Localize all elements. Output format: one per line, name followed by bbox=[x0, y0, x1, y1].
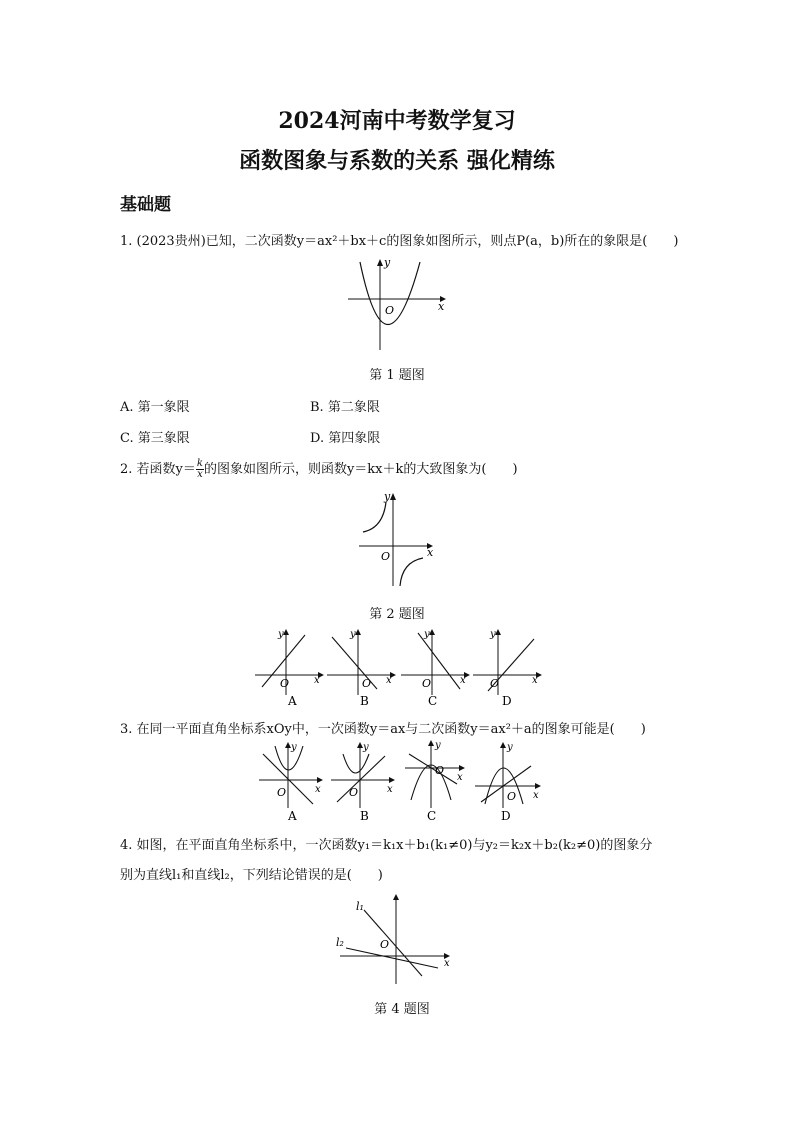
question-4-line-1: 4. 如图，在平面直角坐标系中，一次函数y₁＝k₁x＋b₁(k₁≠0)与y₂＝k₂x＋b₂(k₂≠0)的图象分 bbox=[120, 838, 653, 853]
choice-c-label: C bbox=[428, 694, 438, 708]
svg-text:x: x bbox=[460, 675, 466, 686]
svg-text:O: O bbox=[280, 677, 290, 690]
svg-text:y: y bbox=[278, 629, 284, 640]
svg-text:O: O bbox=[422, 677, 432, 690]
svg-text:x: x bbox=[315, 784, 321, 795]
line-l2 bbox=[346, 948, 438, 968]
question-1-text: 1. (2023贵州)已知，二次函数y＝ax²＋bx＋c的图象如图所示，则点P(a，b)所在的象限是( ) bbox=[120, 234, 679, 249]
question-4-caption: 第 4 题图 bbox=[374, 1002, 430, 1017]
option-a[interactable]: A. 第一象限 bbox=[120, 400, 190, 415]
option-b[interactable]: B. 第二象限 bbox=[310, 400, 380, 415]
svg-text:x: x bbox=[386, 675, 392, 686]
q3-choice-c-label: C bbox=[427, 809, 437, 823]
svg-text:O: O bbox=[490, 677, 500, 690]
question-2-caption: 第 2 题图 bbox=[369, 607, 425, 622]
l2-label: l₂ bbox=[336, 936, 344, 949]
choice-b-graph bbox=[327, 629, 396, 708]
svg-text:x: x bbox=[314, 675, 320, 686]
svg-text:y: y bbox=[363, 742, 369, 753]
origin-label: O bbox=[381, 550, 391, 563]
fraction-k-over-x: $\frac{k}{x}$ bbox=[196, 458, 203, 480]
choice-a-graph bbox=[255, 629, 324, 708]
y-axis-arrow bbox=[377, 259, 383, 266]
svg-text:O: O bbox=[277, 786, 287, 799]
l1-label: l₁ bbox=[356, 900, 364, 913]
svg-text:O: O bbox=[349, 786, 359, 799]
question-2-suffix: 的图象如图所示，则函数y＝kx＋k的大致图象为( ) bbox=[203, 462, 518, 477]
line-l1 bbox=[364, 910, 422, 976]
q3-choice-d-label: D bbox=[501, 809, 511, 823]
choice-d-label: D bbox=[502, 694, 512, 708]
choice-c-graph bbox=[405, 740, 465, 823]
option-c[interactable]: C. 第三象限 bbox=[120, 431, 190, 446]
option-d[interactable]: D. 第四象限 bbox=[310, 431, 381, 446]
page-subtitle: 函数图象与系数的关系 强化精练 bbox=[239, 148, 555, 174]
question-4-line-2: 别为直线l₁和直线l₂，下列结论错误的是( ) bbox=[120, 868, 383, 883]
question-2-text bbox=[120, 458, 518, 480]
choice-d-graph bbox=[475, 742, 541, 823]
svg-text:y: y bbox=[507, 742, 513, 753]
question-1-figure bbox=[340, 252, 450, 357]
question-1-caption: 第 1 题图 bbox=[369, 368, 425, 383]
svg-text:O: O bbox=[435, 764, 445, 777]
question-3-text: 3. 在同一平面直角坐标系xOy中，一次函数y＝ax与二次函数y＝ax²＋a的图象可能是( ) bbox=[120, 722, 646, 737]
hyperbola-branch-upper bbox=[363, 502, 386, 532]
x-label: x bbox=[438, 300, 445, 313]
section-heading: 基础题 bbox=[120, 195, 171, 215]
svg-text:y: y bbox=[490, 629, 496, 640]
hyperbola-branch-lower bbox=[400, 558, 423, 586]
origin-label: O bbox=[380, 938, 390, 951]
svg-text:O: O bbox=[362, 677, 372, 690]
y-axis-arrow bbox=[390, 493, 396, 500]
page-title: 2024河南中考数学复习 bbox=[278, 108, 516, 134]
svg-text:x: x bbox=[532, 675, 538, 686]
question-2-figure bbox=[355, 488, 445, 588]
choice-b-graph bbox=[331, 742, 395, 823]
question-2-choices bbox=[250, 625, 550, 710]
svg-text:y: y bbox=[291, 742, 297, 753]
x-label: x bbox=[444, 958, 450, 969]
q3-choice-a-label: A bbox=[288, 809, 297, 823]
question-4-figure bbox=[332, 892, 462, 987]
y-label: y bbox=[384, 256, 391, 269]
choice-a-label: A bbox=[288, 694, 297, 708]
svg-text:y: y bbox=[350, 629, 356, 640]
svg-text:x: x bbox=[533, 790, 539, 801]
choice-c-graph bbox=[401, 629, 470, 708]
question-3-choices bbox=[255, 740, 545, 825]
choice-b-label: B bbox=[360, 694, 369, 708]
svg-text:x: x bbox=[387, 784, 393, 795]
svg-text:y: y bbox=[435, 740, 441, 751]
origin-label: O bbox=[385, 304, 395, 317]
svg-text:O: O bbox=[507, 790, 517, 803]
x-label: x bbox=[427, 546, 434, 559]
q3-choice-b-label: B bbox=[360, 809, 369, 823]
choice-d-graph bbox=[473, 629, 542, 708]
svg-text:x: x bbox=[457, 772, 463, 783]
y-label: y bbox=[384, 490, 391, 503]
svg-text:y: y bbox=[424, 629, 430, 640]
choice-a-graph bbox=[259, 742, 323, 823]
question-2-prefix: 2. 若函数y＝ bbox=[120, 462, 196, 477]
